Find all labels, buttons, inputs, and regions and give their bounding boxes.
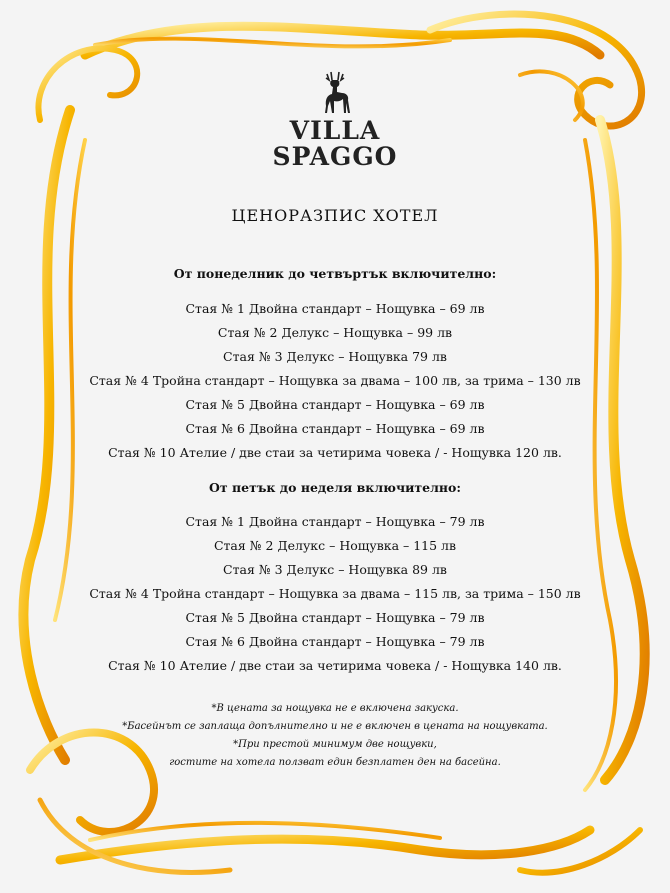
page-title: ЦЕНОРАЗПИС ХОТЕЛ (231, 206, 439, 225)
logo-line-2: SPAGGO (272, 142, 398, 171)
price-item: Стая № 10 Ателие / две стаи за четирима човека / - Нощувка 140 лв. (108, 658, 562, 673)
weekend-heading: От петък до неделя включително: (209, 480, 461, 495)
price-item: Стая № 2 Делукс – Нощувка – 99 лв (217, 325, 453, 340)
price-item: Стая № 5 Двойна стандарт – Нощувка – 79 лв (185, 610, 485, 625)
footnote: *Басейнът се заплаща допълнително и не е включен в цената на нощувката. (122, 721, 548, 732)
deer-icon (317, 70, 353, 114)
price-item: Стая № 1 Двойна стандарт – Нощувка – 79 лв (185, 514, 485, 529)
footnote: *При престой минимум две нощувки, (233, 739, 437, 750)
price-item: Стая № 10 Ателие / две стаи за четирима човека / - Нощувка 120 лв. (108, 445, 562, 460)
price-item: Стая № 5 Двойна стандарт – Нощувка – 69 лв (185, 397, 485, 412)
footnote: гостите на хотела ползват един безплатен ден на басейна. (169, 757, 501, 768)
logo (255, 70, 415, 170)
price-item: Стая № 2 Делукс – Нощувка – 115 лв (213, 538, 457, 553)
price-item: Стая № 3 Делукс – Нощувка 79 лв (223, 349, 447, 364)
price-item: Стая № 6 Двойна стандарт – Нощувка – 79 лв (185, 634, 485, 649)
weekend-price-list (0, 510, 670, 678)
weekday-heading: От понеделник до четвъртък включително: (173, 266, 497, 281)
price-item: Стая № 3 Делукс – Нощувка 89 лв (223, 562, 447, 577)
price-item: Стая № 4 Тройна стандарт – Нощувка за двама – 115 лв, за трима – 150 лв (89, 586, 581, 601)
price-item: Стая № 4 Тройна стандарт – Нощувка за двама – 100 лв, за трима – 130 лв (89, 373, 581, 388)
logo-line-1: VILLA (289, 116, 381, 145)
price-item: Стая № 6 Двойна стандарт – Нощувка – 69 лв (185, 421, 485, 436)
footnotes (0, 700, 670, 772)
footnote: *В цената за нощувка не е включена закуска. (211, 703, 459, 714)
price-item: Стая № 1 Двойна стандарт – Нощувка – 69 лв (185, 301, 485, 316)
weekday-price-list (0, 297, 670, 465)
